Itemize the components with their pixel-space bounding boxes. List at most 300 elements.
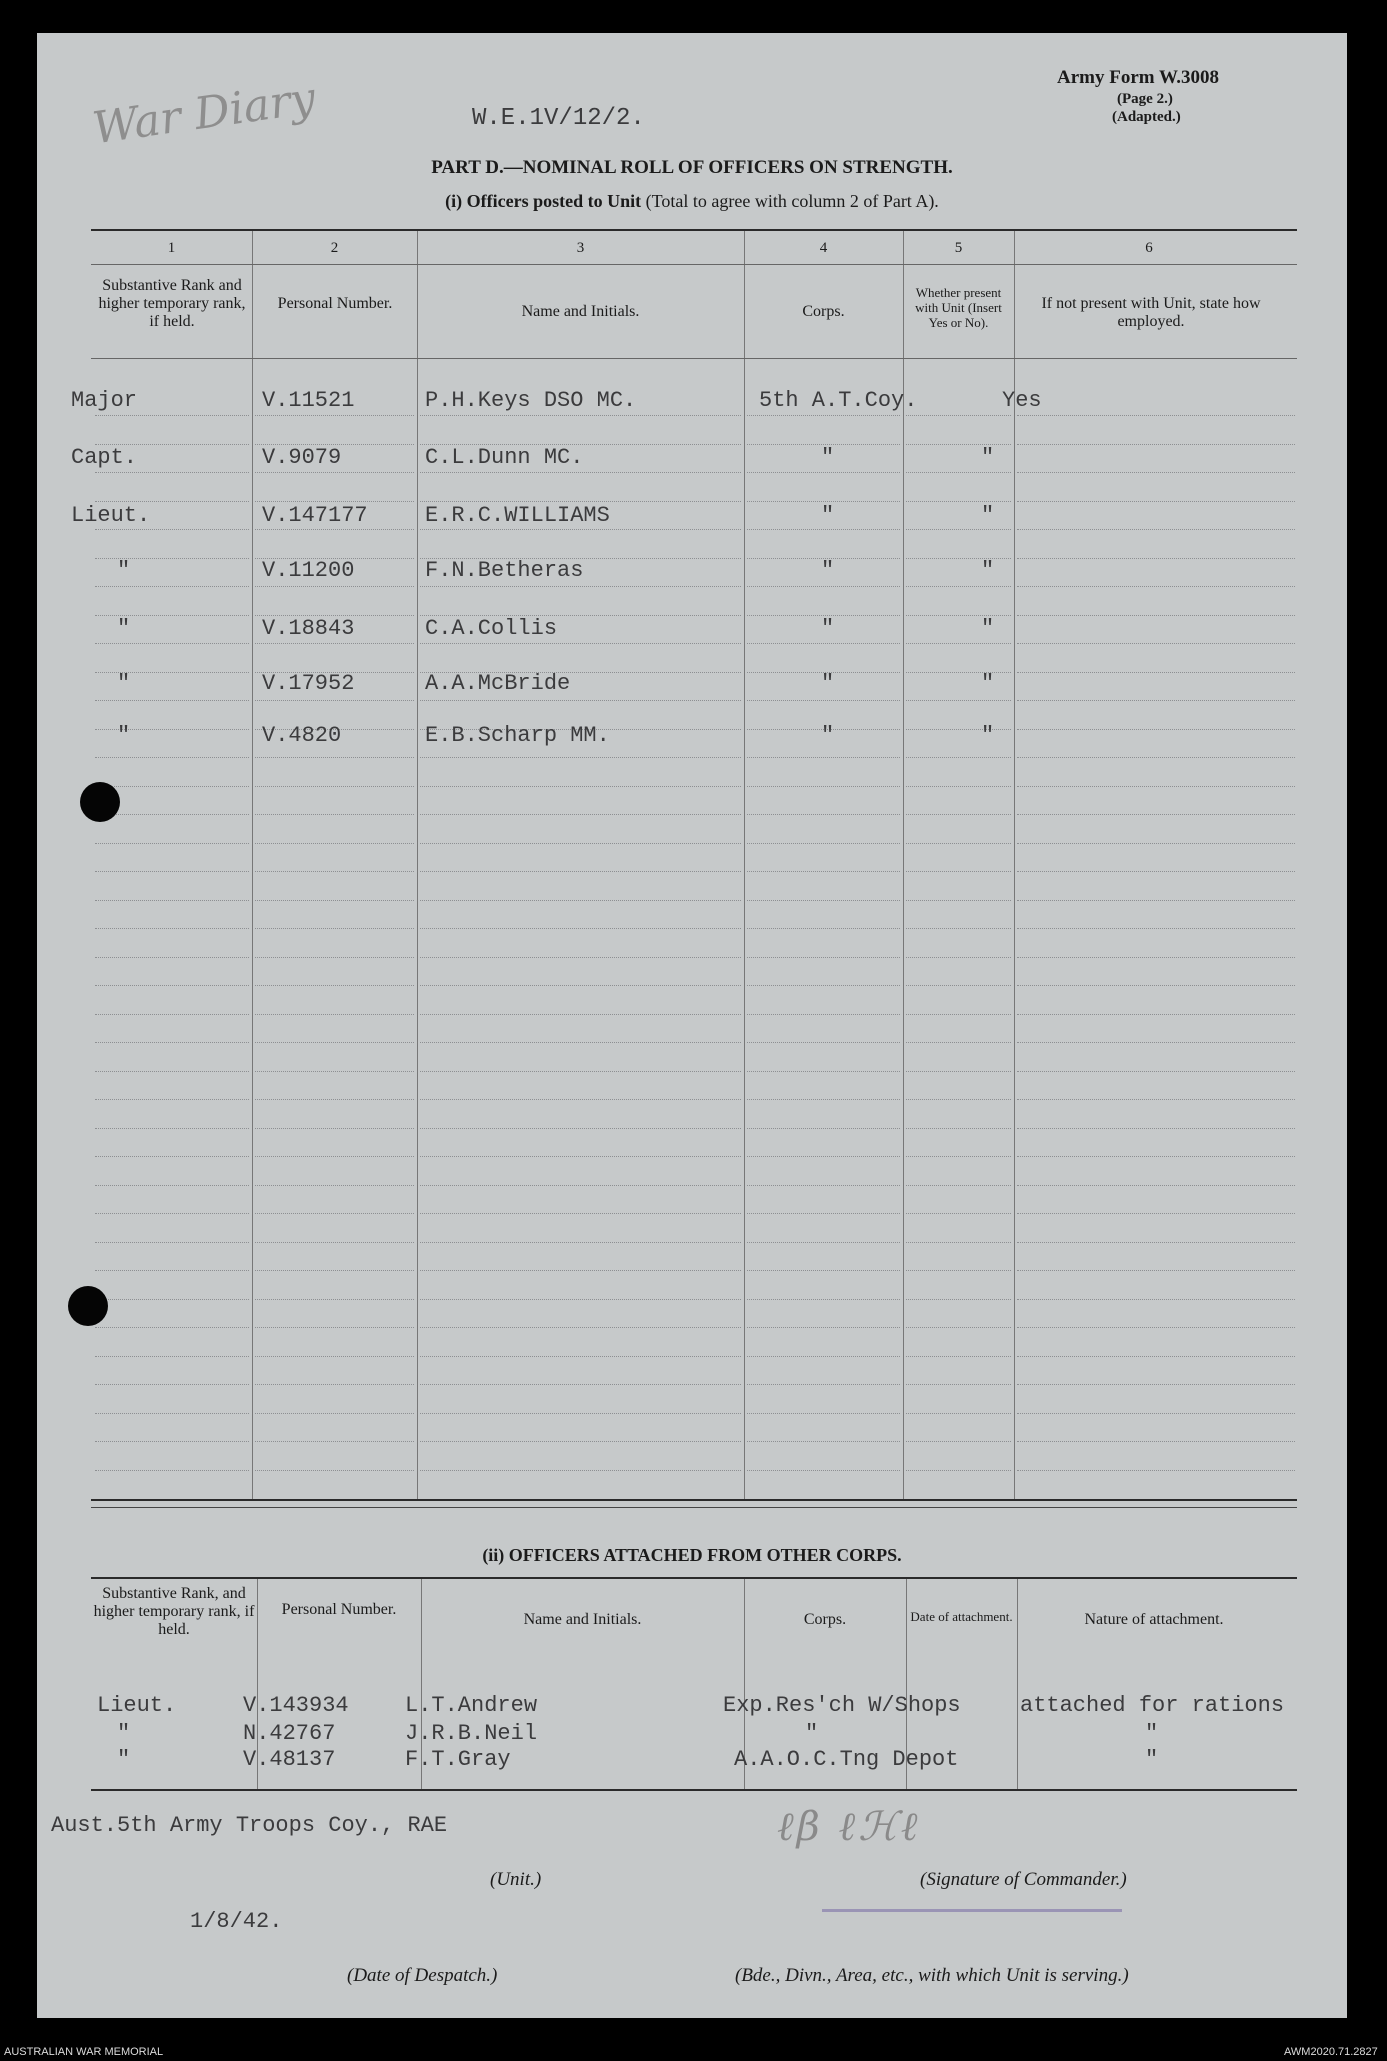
ii-header-date: Date of attachment. [910, 1609, 1013, 1624]
col-number-rule [91, 264, 1297, 265]
ruled-line [95, 786, 249, 787]
ruled-line [747, 1213, 900, 1214]
ruled-line [255, 501, 414, 502]
ruled-line [95, 843, 249, 844]
ruled-line [747, 1441, 900, 1442]
ruled-line [1017, 757, 1295, 758]
part-d-present-cell: " [981, 723, 995, 748]
ii-header-name: Name and Initials. [523, 1611, 642, 1628]
ruled-line [1017, 1299, 1295, 1300]
col-divider-1 [252, 231, 253, 1499]
ruled-line [747, 786, 900, 787]
ruled-line [906, 900, 1011, 901]
ruled-line [906, 1185, 1011, 1186]
ruled-line [906, 1270, 1011, 1271]
ruled-line [906, 1470, 1011, 1471]
part-d-rank-cell: Lieut. [71, 503, 151, 528]
ruled-line [747, 928, 900, 929]
part-d-corps-cell: " [821, 445, 835, 470]
part-d-present-cell: " [981, 558, 995, 583]
ruled-line [420, 900, 741, 901]
part-ii-col-divider-5 [1017, 1579, 1018, 1789]
ruled-line [95, 1270, 249, 1271]
ruled-line [1017, 1213, 1295, 1214]
col-number-4: 4 [819, 240, 828, 256]
ruled-line [255, 529, 414, 530]
ruled-line [1017, 615, 1295, 616]
ruled-line [747, 1042, 900, 1043]
part-ii-number-cell: V.143934 [243, 1693, 349, 1718]
punch-hole-upper [80, 782, 120, 822]
ruled-line [420, 757, 741, 758]
part-d-corps-cell: " [821, 723, 835, 748]
ruled-line [255, 1441, 414, 1442]
ruled-line [95, 1042, 249, 1043]
ruled-line [255, 1299, 414, 1300]
ruled-line [95, 501, 249, 502]
ruled-line [1017, 900, 1295, 901]
ruled-line [255, 700, 414, 701]
part-d-rank-cell: Major [71, 388, 138, 413]
ruled-line [906, 643, 1011, 644]
ruled-line [747, 1185, 900, 1186]
ruled-line [747, 957, 900, 958]
ruled-line [255, 1356, 414, 1357]
part-d-present-cell: " [981, 503, 995, 528]
part-ii-rank-cell: Lieut. [97, 1693, 177, 1718]
ruled-line [906, 729, 1011, 730]
ruled-line [420, 1071, 741, 1072]
commander-signature: ℓβ ℓℋℓ [777, 1804, 921, 1850]
ruled-line [1017, 985, 1295, 986]
ruled-line [906, 444, 1011, 445]
ruled-line [906, 985, 1011, 986]
subtitle-rest: (Total to agree with column 2 of Part A). [645, 191, 939, 211]
ruled-line [255, 843, 414, 844]
ruled-line [1017, 1099, 1295, 1100]
part-ii-rank-cell: " [117, 1721, 131, 1746]
ruled-line [95, 1014, 249, 1015]
ruled-line [1017, 558, 1295, 559]
ruled-line [1017, 1270, 1295, 1271]
part-ii-number-cell: N.42767 [243, 1721, 336, 1746]
ruled-line [906, 472, 1011, 473]
ruled-line [95, 1470, 249, 1471]
col-number-3: 3 [576, 240, 585, 256]
part-ii-nature-cell: attached for rations [1020, 1693, 1285, 1718]
ruled-line [1017, 1413, 1295, 1414]
part-d-present-cell: " [981, 671, 995, 696]
part-d-subtitle [37, 191, 1347, 212]
ruled-line [95, 1327, 249, 1328]
part-ii-nature-cell: " [1145, 1747, 1159, 1772]
ruled-line [1017, 1470, 1295, 1471]
ruled-line [747, 1384, 900, 1385]
ruled-line [1017, 1042, 1295, 1043]
ruled-line [420, 1213, 741, 1214]
ruled-line [420, 501, 741, 502]
ruled-line [1017, 444, 1295, 445]
part-d-number-cell: V.11521 [262, 388, 355, 413]
ruled-line [420, 643, 741, 644]
ruled-line [906, 1299, 1011, 1300]
part-ii-name-cell: L.T.Andrew [405, 1693, 538, 1718]
part-ii-nature-cell: " [1145, 1721, 1159, 1746]
part-d-number-cell: V.4820 [262, 723, 342, 748]
part-d-rank-cell: " [117, 616, 131, 641]
part-d-rank-cell: " [117, 558, 131, 583]
part-ii-title: (ii) OFFICERS ATTACHED FROM OTHER CORPS. [482, 1545, 902, 1565]
header-name: Name and Initials. [521, 303, 640, 320]
ruled-line [906, 1213, 1011, 1214]
header-rank: Substantive Rank and higher temporary rank, if held. [98, 277, 246, 330]
ruled-line [906, 786, 1011, 787]
ruled-line [1017, 957, 1295, 958]
part-d-corps-cell: 5th A.T.Coy. [759, 388, 918, 413]
ruled-line [906, 1071, 1011, 1072]
table-bottom-rule [91, 1499, 1297, 1501]
ruled-line [420, 814, 741, 815]
part-ii-bottom-rule [91, 1789, 1297, 1791]
ruled-line [95, 1099, 249, 1100]
ruled-line [747, 871, 900, 872]
ruled-line [906, 957, 1011, 958]
part-d-number-cell: V.17952 [262, 671, 355, 696]
part-ii-corps-cell: A.A.O.C.Tng Depot [734, 1747, 959, 1772]
ruled-line [255, 472, 414, 473]
ruled-line [906, 615, 1011, 616]
ruled-line [906, 1014, 1011, 1015]
ruled-line [1017, 1071, 1295, 1072]
handwritten-note: War Diary [89, 72, 319, 155]
ruled-line [747, 985, 900, 986]
part-d-name-cell: E.R.C.WILLIAMS [425, 503, 610, 528]
ruled-line [255, 1413, 414, 1414]
ruled-line [255, 1327, 414, 1328]
ruled-line [1017, 472, 1295, 473]
ruled-line [95, 529, 249, 530]
ruled-line [420, 1327, 741, 1328]
ruled-line [255, 1242, 414, 1243]
ruled-line [906, 757, 1011, 758]
ruled-line [906, 843, 1011, 844]
ruled-line [95, 700, 249, 701]
ruled-line [906, 672, 1011, 673]
col-divider-2 [417, 231, 418, 1499]
ruled-line [95, 1299, 249, 1300]
ruled-line [906, 415, 1011, 416]
part-d-corps-cell: " [821, 616, 835, 641]
col-number-1: 1 [167, 240, 176, 256]
ruled-line [95, 985, 249, 986]
ii-header-rank: Substantive Rank, and higher temporary rank, if held. [93, 1585, 255, 1638]
ruled-line [906, 558, 1011, 559]
ruled-line [747, 843, 900, 844]
ruled-line [747, 1270, 900, 1271]
col-divider-5 [1014, 231, 1015, 1499]
ruled-line [906, 1042, 1011, 1043]
col-divider-3 [744, 231, 745, 1499]
caption-right: AWM2020.71.2827 [1284, 2046, 1378, 2058]
ruled-line [1017, 700, 1295, 701]
ruled-line [420, 1299, 741, 1300]
ruled-line [1017, 1014, 1295, 1015]
ruled-line [906, 871, 1011, 872]
bde-label: (Bde., Divn., Area, etc., with which Unit is serving.) [735, 1965, 1129, 1986]
part-d-number-cell: V.18843 [262, 616, 355, 641]
ruled-line [1017, 1156, 1295, 1157]
ruled-line [420, 1099, 741, 1100]
ruled-line [95, 928, 249, 929]
ruled-line [906, 586, 1011, 587]
punch-hole-lower [68, 1286, 108, 1326]
part-ii-corps-cell: Exp.Res'ch W/Shops [723, 1693, 961, 1718]
ruled-line [1017, 586, 1295, 587]
ruled-line [95, 415, 249, 416]
part-d-name-cell: F.N.Betheras [425, 558, 584, 583]
ruled-line [906, 1356, 1011, 1357]
ruled-line [95, 1242, 249, 1243]
header-rule [91, 358, 1297, 359]
part-d-number-cell: V.9079 [262, 445, 342, 470]
ruled-line [747, 1327, 900, 1328]
ruled-line [255, 1185, 414, 1186]
part-d-name-cell: E.B.Scharp MM. [425, 723, 610, 748]
ii-header-nature: Nature of attachment. [1084, 1611, 1224, 1628]
ruled-line [1017, 814, 1295, 815]
part-d-title: PART D.—NOMINAL ROLL OF OFFICERS ON STRENGTH. [431, 157, 953, 178]
ruled-line [1017, 928, 1295, 929]
part-d-rank-cell: Capt. [71, 445, 138, 470]
ruled-line [747, 1242, 900, 1243]
part-d-name-cell: C.L.Dunn MC. [425, 445, 584, 470]
ruled-line [747, 415, 900, 416]
table-top-rule [91, 229, 1297, 231]
ruled-line [906, 928, 1011, 929]
part-d-corps-cell: " [821, 503, 835, 528]
ruled-line [1017, 643, 1295, 644]
ruled-line [420, 415, 741, 416]
part-d-present-cell: " [981, 616, 995, 641]
ruled-line [255, 814, 414, 815]
ruled-line [255, 1042, 414, 1043]
header-personal-number: Personal Number. [277, 295, 393, 312]
part-ii-top-rule [91, 1577, 1297, 1579]
ruled-line [420, 843, 741, 844]
part-d-name-cell: A.A.McBride [425, 671, 571, 696]
ruled-line [420, 1470, 741, 1471]
ruled-line [255, 643, 414, 644]
col-number-6: 6 [1145, 240, 1153, 256]
ruled-line [255, 415, 414, 416]
ruled-line [420, 957, 741, 958]
ruled-line [95, 1441, 249, 1442]
ruled-line [420, 1356, 741, 1357]
ruled-line [747, 700, 900, 701]
header-corps: Corps. [802, 303, 845, 320]
ruled-line [255, 586, 414, 587]
ruled-line [420, 1014, 741, 1015]
ruled-line [95, 1384, 249, 1385]
ruled-line [906, 529, 1011, 530]
form-page: (Page 2.) [1117, 91, 1173, 107]
subtitle-bold: (i) Officers posted to Unit [445, 191, 642, 211]
ruled-line [906, 1099, 1011, 1100]
ruled-line [1017, 843, 1295, 844]
part-ii-name-cell: F.T.Gray [405, 1747, 511, 1772]
ruled-line [255, 1071, 414, 1072]
ruled-line [1017, 1128, 1295, 1129]
ruled-line [255, 928, 414, 929]
ii-header-personal-number: Personal Number. [281, 1601, 397, 1618]
ruled-line [747, 1299, 900, 1300]
ruled-line [906, 814, 1011, 815]
part-ii-rank-cell: " [117, 1747, 131, 1772]
ruled-line [95, 1213, 249, 1214]
ruled-line [95, 1071, 249, 1072]
part-ii-name-cell: J.R.B.Neil [405, 1721, 538, 1746]
part-d-present-cell: " [981, 445, 995, 470]
ruled-line [1017, 529, 1295, 530]
unit-value: Aust.5th Army Troops Coy., RAE [51, 1813, 448, 1838]
part-d-number-cell: V.11200 [262, 558, 355, 583]
form-reference: W.E.1V/12/2. [472, 105, 645, 132]
ruled-line [420, 985, 741, 986]
ruled-line [420, 1242, 741, 1243]
ruled-line [747, 1156, 900, 1157]
part-ii-corps-cell: " [805, 1721, 819, 1746]
ruled-line [747, 472, 900, 473]
ruled-line [1017, 786, 1295, 787]
date-label: (Date of Despatch.) [347, 1965, 498, 1986]
part-d-name-cell: C.A.Collis [425, 616, 558, 641]
ruled-line [747, 1099, 900, 1100]
ruled-line [255, 757, 414, 758]
ruled-line [420, 1441, 741, 1442]
ruled-line [95, 1128, 249, 1129]
part-d-corps-cell: " [821, 558, 835, 583]
ruled-line [906, 1156, 1011, 1157]
ruled-line [1017, 1441, 1295, 1442]
header-present: Whether present with Unit (Insert Yes or No). [915, 285, 1002, 330]
ruled-line [747, 643, 900, 644]
ruled-line [1017, 1327, 1295, 1328]
ruled-line [95, 1185, 249, 1186]
ruled-line [95, 900, 249, 901]
part-ii-number-cell: V.48137 [243, 1747, 336, 1772]
ruled-line [95, 1156, 249, 1157]
ruled-line [747, 1128, 900, 1129]
ruled-line [747, 1071, 900, 1072]
ruled-line [420, 1270, 741, 1271]
ruled-line [255, 1156, 414, 1157]
ruled-line [255, 900, 414, 901]
ruled-line [420, 1156, 741, 1157]
part-d-present-cell: Yes [1002, 388, 1042, 413]
ruled-line [1017, 1242, 1295, 1243]
ruled-line [906, 501, 1011, 502]
ruled-line [747, 501, 900, 502]
ruled-line [255, 1384, 414, 1385]
ruled-line [420, 871, 741, 872]
form-sheet [37, 33, 1347, 2018]
form-title: Army Form W.3008 [1057, 67, 1220, 88]
ruled-line [747, 757, 900, 758]
ruled-line [255, 1128, 414, 1129]
col-number-5: 5 [954, 240, 963, 256]
ii-header-corps: Corps. [803, 1611, 847, 1628]
header-employed: If not present with Unit, state how employed. [1041, 295, 1261, 330]
ruled-line [95, 871, 249, 872]
ruled-line [95, 1356, 249, 1357]
ruled-line [906, 1384, 1011, 1385]
ruled-line [906, 700, 1011, 701]
ruled-line [906, 1128, 1011, 1129]
part-d-name-cell: P.H.Keys DSO MC. [425, 388, 637, 413]
col-number-2: 2 [330, 240, 339, 256]
ruled-line [1017, 1185, 1295, 1186]
ruled-line [420, 529, 741, 530]
ruled-line [747, 586, 900, 587]
ruled-line [255, 1270, 414, 1271]
ruled-line [420, 1128, 741, 1129]
ruled-line [906, 1441, 1011, 1442]
ruled-line [420, 700, 741, 701]
ruled-line [747, 900, 900, 901]
part-d-number-cell: V.147177 [262, 503, 368, 528]
form-adapted: (Adapted.) [1112, 109, 1181, 125]
ruled-line [420, 1413, 741, 1414]
ruled-line [255, 957, 414, 958]
ruled-line [420, 786, 741, 787]
ruled-line [747, 814, 900, 815]
faded-stamp [822, 1909, 1122, 1912]
ruled-line [906, 1413, 1011, 1414]
ruled-line [95, 586, 249, 587]
ruled-line [420, 928, 741, 929]
ruled-line [255, 1213, 414, 1214]
ruled-line [747, 1413, 900, 1414]
ruled-line [906, 1327, 1011, 1328]
ruled-line [255, 786, 414, 787]
ruled-line [747, 1356, 900, 1357]
part-d-rank-cell: " [117, 723, 131, 748]
ruled-line [255, 985, 414, 986]
ruled-line [95, 1413, 249, 1414]
ruled-line [420, 1042, 741, 1043]
ruled-line [95, 472, 249, 473]
ruled-line [1017, 415, 1295, 416]
ruled-line [420, 1384, 741, 1385]
ruled-line [255, 871, 414, 872]
ruled-line [747, 1014, 900, 1015]
part-d-rank-cell: " [117, 671, 131, 696]
signature-label: (Signature of Commander.) [920, 1869, 1127, 1890]
caption-left: AUSTRALIAN WAR MEMORIAL [4, 2046, 164, 2058]
part-ii-separator [91, 1507, 1297, 1508]
despatch-date: 1/8/42. [190, 1909, 283, 1934]
unit-label: (Unit.) [490, 1869, 542, 1890]
ruled-line [1017, 1384, 1295, 1385]
ruled-line [747, 529, 900, 530]
ruled-line [1017, 501, 1295, 502]
ruled-line [1017, 672, 1295, 673]
ruled-line [420, 472, 741, 473]
ruled-line [1017, 1356, 1295, 1357]
ruled-line [1017, 729, 1295, 730]
ruled-line [747, 1470, 900, 1471]
ruled-line [95, 957, 249, 958]
